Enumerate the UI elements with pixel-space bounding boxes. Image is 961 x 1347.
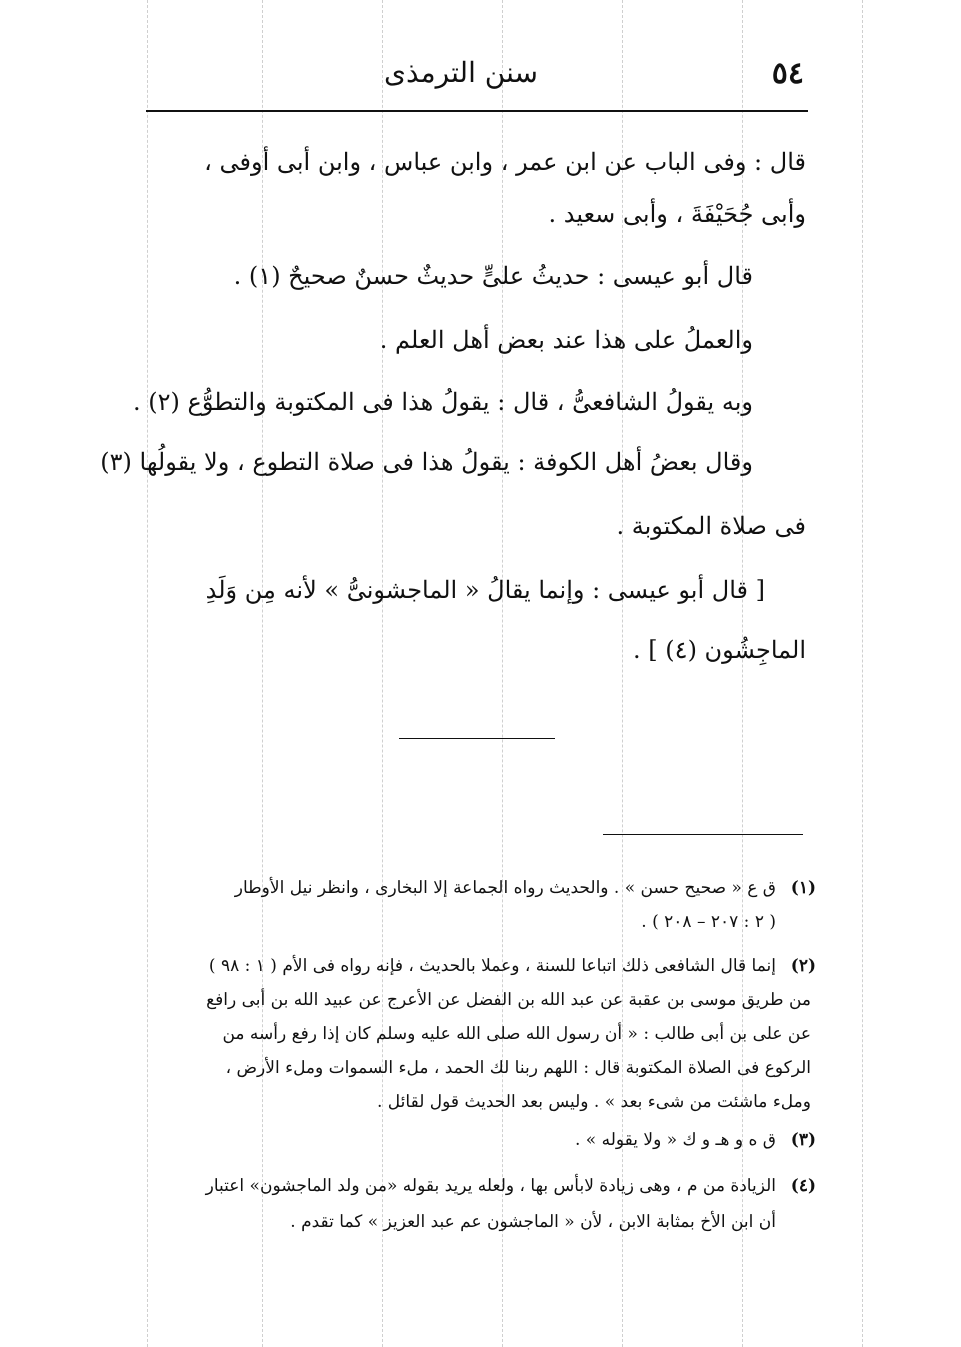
footnote-line: عن على بن أبى طالب : « أن رسول الله صلى الله عليه وسلم كان إذا رفع رأسه من [222, 1024, 811, 1044]
section-divider [399, 738, 555, 739]
footnote-4 [136, 1176, 816, 1196]
footnote-number: (٣) [790, 1130, 816, 1150]
footnote-text: ق ه و هـ و ك « ولا يقوله » . [574, 1130, 776, 1150]
text-line: قال أبو عيسى : حديثُ علىٍّ حديثٌ حسنٌ صحيحٌ (١) . [233, 262, 753, 290]
footnote-line: ( ٢ : ٢٠٧ – ٢٠٨ ) . [641, 912, 776, 932]
footnote-line: الركوع فى الصلاة المكتوبة قال : اللهم ربنا لك الحمد ، ملء السموات وملء الأرض ، [225, 1058, 811, 1078]
footnote-line: أن ابن الأخ بمثابة الابن ، لأن « الماجشون عم عبد العزيز » كما تقدم . [290, 1212, 776, 1232]
running-title: سنن الترمذى [384, 56, 538, 89]
text-line: وقال بعضُ أهل الكوفة : يقولُ هذا فى صلاة التطوع ، ولا يقولُها (٣) [100, 448, 753, 476]
footnote-rule [603, 834, 803, 835]
text-line: قال : وفى الباب عن ابن عمر ، وابن عباس ، وابن أبى أوفى ، [204, 148, 806, 176]
text-line: وبه يقولُ الشافعىُّ ، قال : يقولُ هذا فى المكتوبة والتطوُّع (٢) . [133, 388, 753, 416]
text-line: فى صلاة المكتوبة . [616, 512, 806, 540]
footnote-text: ق ع « صحيح حسن » . والحديث رواه الجماعة إلا البخارى ، وانظر نيل الأوطار [234, 878, 776, 898]
page-header [146, 56, 806, 100]
text-line: الماجِشُون (٤) ] . [633, 636, 806, 664]
footnote-3 [136, 1130, 816, 1150]
text-line: وأبى جُحَيْفَةَ ، وأبى سعيد . [548, 200, 806, 228]
footnote-number: (١) [790, 878, 816, 898]
footnote-1 [136, 878, 816, 898]
footnote-text: الزيادة من م ، وهى زيادة لابأس بها ، ولعله يريد بقوله «من ولد الماجشون» اعتبار [205, 1176, 776, 1196]
footnote-2 [136, 956, 816, 976]
footnote-line: وملء ماشئت من شىء بعد » . وليس بعد الحديث قول لقائل . [377, 1092, 811, 1112]
footnote-line: من طريق موسى بن عقبة عن عبد الله بن الفضل عن الأعرج عن عبيد الله بن أبى رافع [206, 990, 811, 1010]
text-line: [ قال أبو عيسى : وإنما يقالُ « الماجشونىُّ » لأنه مِن وَلَدِ [205, 576, 765, 604]
footnote-text: إنما قال الشافعى ذلك اتباعا للسنة ، وعملا بالحديث ، فإنه رواه فى الأم ( ١ : ٩٨ ) [208, 956, 776, 976]
page-number: ٥٤ [771, 56, 804, 91]
text-line: والعملُ على هذا عند بعض أهل العلم . [379, 326, 753, 354]
footnote-number: (٢) [790, 956, 816, 976]
footnote-number: (٤) [790, 1176, 816, 1196]
scan-guide-line [862, 0, 863, 1347]
header-rule [146, 110, 808, 112]
